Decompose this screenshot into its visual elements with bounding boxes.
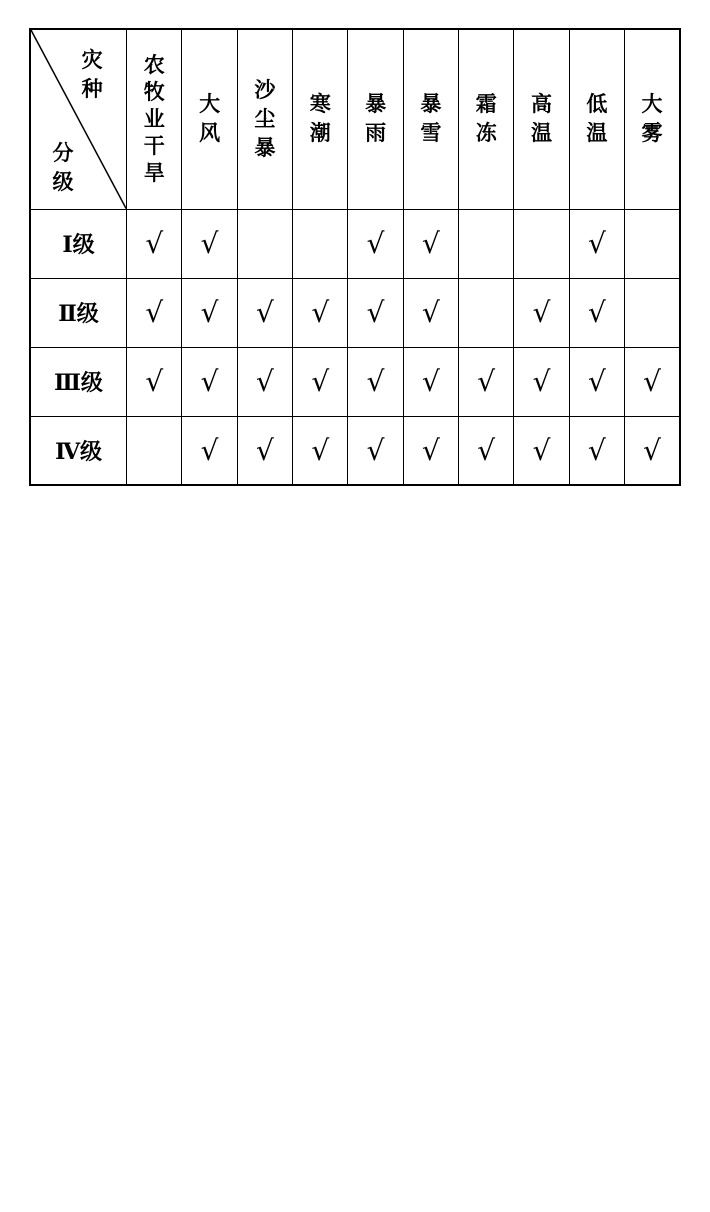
check-mark-cell xyxy=(127,347,182,416)
disaster-grade-table xyxy=(29,28,681,486)
check-mark-cell xyxy=(569,416,624,485)
check-mark-icon: √ xyxy=(477,365,496,398)
check-mark-cell xyxy=(625,416,680,485)
check-mark-cell xyxy=(348,416,403,485)
check-mark-icon: √ xyxy=(532,365,551,398)
table-row xyxy=(30,209,680,278)
column-header: 暴雪 xyxy=(403,29,458,209)
check-mark-cell xyxy=(514,278,569,347)
check-mark-cell xyxy=(403,416,458,485)
check-mark-cell xyxy=(569,209,624,278)
check-mark-cell xyxy=(348,347,403,416)
check-mark-cell xyxy=(514,347,569,416)
check-mark-icon: √ xyxy=(311,365,330,398)
check-mark-icon: √ xyxy=(643,365,661,398)
check-mark-icon: √ xyxy=(532,296,551,329)
check-mark-cell xyxy=(237,278,292,347)
check-mark-cell xyxy=(459,347,514,416)
check-mark-icon: √ xyxy=(255,296,274,329)
grade-label: Ⅱ级 xyxy=(30,278,127,347)
check-mark-icon: √ xyxy=(366,365,385,398)
empty-cell xyxy=(293,209,348,278)
check-mark-cell xyxy=(625,347,680,416)
empty-cell xyxy=(625,209,680,278)
check-mark-cell xyxy=(569,278,624,347)
check-mark-icon: √ xyxy=(587,365,606,398)
empty-cell xyxy=(237,209,292,278)
column-header: 暴雨 xyxy=(348,29,403,209)
grade-label: Ⅳ级 xyxy=(30,416,127,485)
column-header: 大雾 xyxy=(625,29,680,209)
check-mark-cell xyxy=(127,278,182,347)
table-row xyxy=(30,347,680,416)
check-mark-icon: √ xyxy=(587,433,606,467)
check-mark-icon: √ xyxy=(200,433,219,467)
check-mark-cell xyxy=(182,278,237,347)
check-mark-cell xyxy=(182,416,237,485)
corner-label-grade: 分级 xyxy=(52,140,74,194)
table-body xyxy=(30,209,680,485)
empty-cell xyxy=(127,416,182,485)
column-header: 寒潮 xyxy=(293,29,348,209)
check-mark-icon: √ xyxy=(255,433,274,467)
check-mark-cell xyxy=(293,347,348,416)
check-mark-icon: √ xyxy=(145,227,164,260)
check-mark-icon: √ xyxy=(145,365,164,398)
check-mark-cell xyxy=(237,347,292,416)
check-mark-cell xyxy=(348,278,403,347)
column-header: 农牧业干旱 xyxy=(127,29,182,209)
check-mark-cell xyxy=(348,209,403,278)
header-row xyxy=(30,29,680,209)
check-mark-cell xyxy=(569,347,624,416)
check-mark-cell xyxy=(403,209,458,278)
column-header: 沙尘暴 xyxy=(237,29,292,209)
check-mark-icon: √ xyxy=(145,296,164,329)
column-header: 霜冻 xyxy=(459,29,514,209)
check-mark-icon: √ xyxy=(311,296,330,329)
empty-cell xyxy=(625,278,680,347)
check-mark-cell xyxy=(293,416,348,485)
check-mark-icon: √ xyxy=(421,433,440,467)
check-mark-icon: √ xyxy=(255,365,274,398)
check-mark-icon: √ xyxy=(532,433,551,467)
check-mark-icon: √ xyxy=(366,296,385,329)
check-mark-cell xyxy=(127,209,182,278)
check-mark-cell xyxy=(293,278,348,347)
check-mark-icon: √ xyxy=(421,227,440,260)
check-mark-icon: √ xyxy=(587,227,606,260)
check-mark-icon: √ xyxy=(477,433,496,467)
empty-cell xyxy=(514,209,569,278)
corner-label-disaster-type: 灾种 xyxy=(81,48,103,101)
check-mark-icon: √ xyxy=(200,227,219,260)
column-header: 低温 xyxy=(569,29,624,209)
check-mark-icon: √ xyxy=(421,365,440,398)
check-mark-icon: √ xyxy=(366,433,385,467)
diagonal-divider xyxy=(31,30,126,209)
check-mark-icon: √ xyxy=(200,296,219,329)
column-header: 大风 xyxy=(182,29,237,209)
column-header: 高温 xyxy=(514,29,569,209)
grade-label: Ⅰ级 xyxy=(30,209,127,278)
check-mark-cell xyxy=(514,416,569,485)
check-mark-cell xyxy=(403,278,458,347)
check-mark-icon: √ xyxy=(311,433,330,467)
table-row xyxy=(30,416,680,485)
empty-cell xyxy=(459,209,514,278)
check-mark-icon: √ xyxy=(643,433,661,467)
table-row xyxy=(30,278,680,347)
check-mark-cell xyxy=(182,209,237,278)
check-mark-cell xyxy=(403,347,458,416)
grade-label: Ⅲ级 xyxy=(30,347,127,416)
check-mark-cell xyxy=(182,347,237,416)
check-mark-icon: √ xyxy=(421,296,440,329)
check-mark-cell xyxy=(459,416,514,485)
check-mark-icon: √ xyxy=(587,296,606,329)
check-mark-icon: √ xyxy=(200,365,219,398)
empty-cell xyxy=(459,278,514,347)
corner-header-cell xyxy=(30,29,127,209)
check-mark-cell xyxy=(237,416,292,485)
check-mark-icon: √ xyxy=(366,227,385,260)
